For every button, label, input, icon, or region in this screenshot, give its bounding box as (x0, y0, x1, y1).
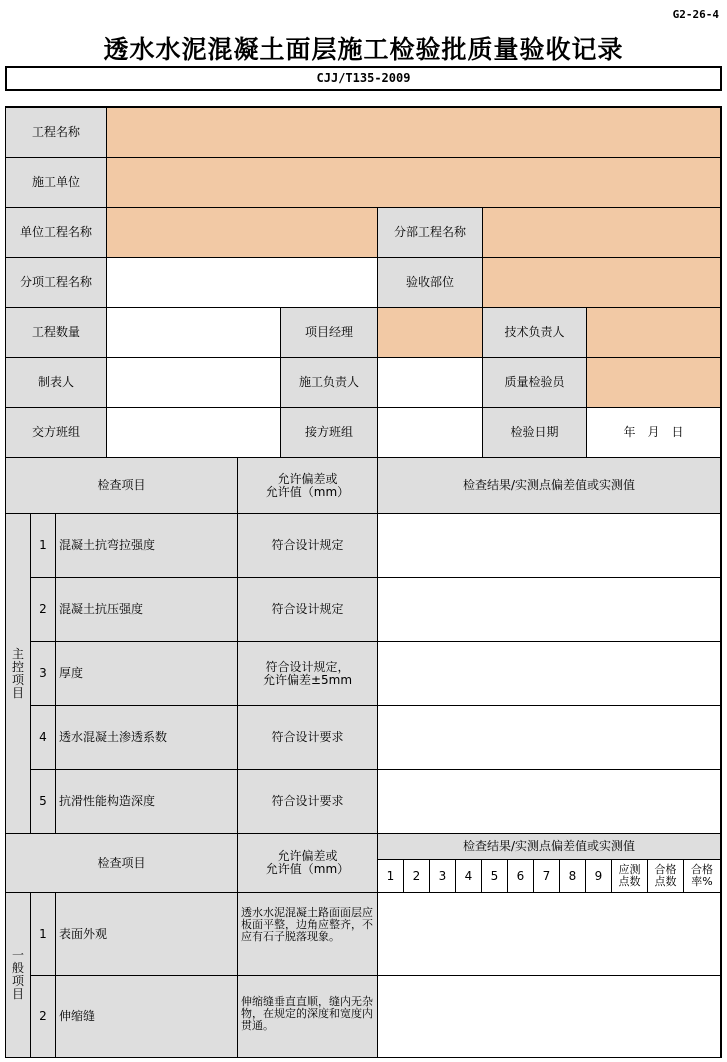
general-row-name: 伸缩缝 (56, 976, 238, 1058)
point-number: 6 (508, 860, 534, 893)
general-header-allow-line2: 允许值（mm） (265, 862, 350, 876)
main-row-no: 4 (31, 706, 56, 770)
construction-lead-field[interactable] (378, 358, 483, 408)
main-row-name: 抗滑性能构造深度 (56, 770, 238, 834)
unit-project-label: 单位工程名称 (6, 208, 107, 258)
preparer-field[interactable] (107, 358, 281, 408)
allow-line1: 符合设计要求 (271, 730, 344, 744)
main-row-name: 混凝土抗压强度 (56, 578, 238, 642)
col-line1: 合格 (691, 863, 713, 876)
general-row-desc: 透水水泥混凝土路面面层应板面平整，边角应整齐，不应有石子脱落现象。 (238, 893, 378, 976)
subitem-label: 分项工程名称 (6, 258, 107, 308)
allow-line1: 符合设计规定， (265, 659, 350, 674)
tech-lead-label: 技术负责人 (483, 308, 587, 358)
page-title: 透水水泥混凝土面层施工检验批质量验收记录 (103, 35, 624, 64)
main-row-allow (238, 706, 378, 770)
inspection-date-field[interactable]: 年 月 日 (587, 408, 721, 458)
main-row-allow (238, 514, 378, 578)
project-manager-field[interactable] (378, 308, 483, 358)
project-name-label: 工程名称 (6, 108, 107, 158)
group-char: 控 (11, 659, 24, 674)
receiving-team-field[interactable] (378, 408, 483, 458)
construction-unit-label: 施工单位 (6, 158, 107, 208)
main-row-result[interactable] (378, 642, 721, 706)
general-header-allow-line1: 允许偏差或 (277, 849, 338, 863)
tech-lead-field[interactable] (587, 308, 721, 358)
handover-team-label: 交方班组 (6, 408, 107, 458)
main-header-allow-line1: 允许偏差或 (277, 471, 338, 486)
main-row-allow (238, 578, 378, 642)
acceptance-part-field[interactable] (483, 258, 721, 308)
group-char: 主 (11, 646, 24, 661)
form-code: G2-26-4 (672, 8, 719, 21)
point-number: 7 (534, 860, 560, 893)
project-name-field[interactable] (107, 108, 721, 158)
col-line2: 率% (691, 875, 713, 888)
division-label: 分部工程名称 (378, 208, 483, 258)
pass-rate (684, 860, 721, 893)
acceptance-part-label: 验收部位 (378, 258, 483, 308)
construction-unit-field[interactable] (107, 158, 721, 208)
quantity-field[interactable] (107, 308, 281, 358)
main-row-result[interactable] (378, 706, 721, 770)
division-field[interactable] (483, 208, 721, 258)
main-row-allow (238, 642, 378, 706)
should-measure-count (612, 860, 648, 893)
col-line2: 点数 (618, 875, 641, 888)
col-line2: 点数 (654, 875, 677, 888)
point-number: 5 (482, 860, 508, 893)
unit-project-field[interactable] (107, 208, 378, 258)
group-char: 项 (11, 672, 24, 687)
main-header-result: 检查结果/实测点偏差值或实测值 (378, 458, 721, 514)
main-row-allow (238, 770, 378, 834)
group-char: 项 (11, 974, 24, 988)
general-group-label (6, 893, 31, 1058)
col-line1: 合格 (654, 863, 677, 876)
standard-code: CJJ/T135-2009 (5, 66, 722, 91)
main-header-item: 检查项目 (6, 458, 238, 514)
allow-line2: 允许偏差±5mm (262, 672, 353, 687)
general-row-no: 1 (31, 893, 56, 976)
main-header-allow (238, 458, 378, 514)
general-row-desc: 伸缩缝垂直直顺，缝内无杂物，在规定的深度和宽度内贯通。 (238, 976, 378, 1058)
inspection-form (5, 106, 722, 1058)
group-char: 目 (11, 987, 24, 1001)
pass-count (648, 860, 684, 893)
construction-lead-label: 施工负责人 (281, 358, 378, 408)
receiving-team-label: 接方班组 (281, 408, 378, 458)
group-char: 一 (11, 948, 24, 962)
general-header-result: 检查结果/实测点偏差值或实测值 (378, 834, 721, 860)
preparer-label: 制表人 (6, 358, 107, 408)
col-line1: 应测 (618, 863, 641, 876)
inspection-date-label: 检验日期 (483, 408, 587, 458)
main-row-name: 混凝土抗弯拉强度 (56, 514, 238, 578)
main-header-allow-line2: 允许值（mm） (265, 484, 350, 499)
allow-line1: 符合设计规定 (271, 538, 344, 552)
group-char: 般 (11, 961, 24, 975)
quality-inspector-field[interactable] (587, 358, 721, 408)
main-row-no: 1 (31, 514, 56, 578)
point-number: 1 (378, 860, 404, 893)
point-number: 4 (456, 860, 482, 893)
allow-line1: 符合设计要求 (271, 794, 344, 808)
general-row-result[interactable] (378, 976, 721, 1058)
main-row-result[interactable] (378, 770, 721, 834)
main-control-group-label (6, 514, 31, 834)
main-row-no: 2 (31, 578, 56, 642)
general-header-item: 检查项目 (6, 834, 238, 893)
general-row-result[interactable] (378, 893, 721, 976)
main-row-no: 5 (31, 770, 56, 834)
group-char: 目 (11, 685, 24, 700)
general-row-no: 2 (31, 976, 56, 1058)
main-row-name: 透水混凝土渗透系数 (56, 706, 238, 770)
point-number: 2 (404, 860, 430, 893)
quantity-label: 工程数量 (6, 308, 107, 358)
allow-line1: 符合设计规定 (271, 602, 344, 616)
handover-team-field[interactable] (107, 408, 281, 458)
subitem-field[interactable] (107, 258, 378, 308)
point-number: 9 (586, 860, 612, 893)
main-row-result[interactable] (378, 514, 721, 578)
general-header-allow (238, 834, 378, 893)
main-row-no: 3 (31, 642, 56, 706)
point-number: 3 (430, 860, 456, 893)
project-manager-label: 项目经理 (281, 308, 378, 358)
point-number: 8 (560, 860, 586, 893)
general-row-name: 表面外观 (56, 893, 238, 976)
quality-inspector-label: 质量检验员 (483, 358, 587, 408)
main-row-name: 厚度 (56, 642, 238, 706)
main-row-result[interactable] (378, 578, 721, 642)
